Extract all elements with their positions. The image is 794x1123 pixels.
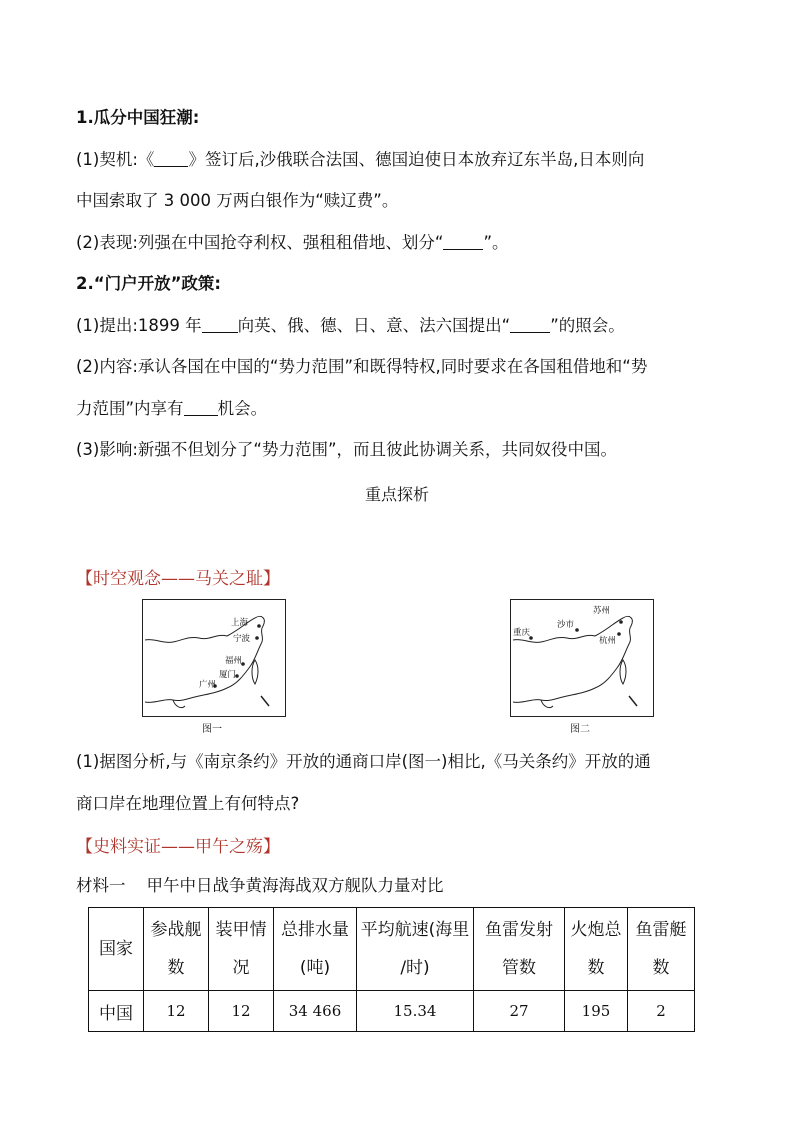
paragraph-2-1	[76, 314, 625, 338]
text: (1)契机:《	[76, 150, 155, 169]
question-1-cont: 商口岸在地理位置上有何特点?	[76, 794, 300, 813]
header-text: 鱼雷发射	[485, 920, 553, 940]
text: (1)提出:1899 年	[76, 316, 202, 335]
header-text: 数	[167, 958, 185, 978]
header-cell	[274, 908, 357, 991]
table-cell: 195	[565, 991, 628, 1032]
header-text: 鱼雷艇	[635, 920, 687, 940]
header-text: 参战舰	[150, 920, 202, 940]
table-cell: 12	[209, 991, 274, 1032]
fill-blank[interactable]	[443, 233, 483, 250]
table-cell: 12	[144, 991, 209, 1032]
paragraph-1-2	[76, 231, 509, 255]
header-text: 况	[232, 958, 250, 978]
map1-caption: 图一	[202, 724, 222, 735]
header-text: /时)	[400, 958, 430, 978]
header-cell	[209, 908, 274, 991]
fill-blank[interactable]	[202, 316, 238, 333]
paragraph-2-2-cont	[76, 397, 267, 421]
fill-blank[interactable]	[184, 399, 218, 416]
map-label: 上海	[231, 618, 249, 628]
map-figure-1	[142, 599, 286, 717]
map-label: 广州	[199, 680, 217, 690]
header-text: 数	[652, 958, 670, 978]
paragraph-1-1	[76, 148, 644, 172]
text: ”的照会。	[550, 316, 625, 335]
table-cell: 2	[628, 991, 695, 1032]
table-cell: 27	[474, 991, 565, 1032]
box2-title: 【史料实证——甲午之殇】	[76, 837, 280, 857]
map-label: 沙市	[557, 620, 575, 630]
header-text: 数	[587, 958, 605, 978]
map2-caption: 图二	[570, 724, 590, 735]
header-text: 装甲情	[215, 920, 267, 940]
map-label: 杭州	[599, 636, 617, 646]
table-header-row	[89, 908, 695, 991]
header-cell	[357, 908, 474, 991]
section-heading: 重点探析	[364, 485, 429, 504]
table-row	[89, 991, 695, 1032]
table-cell: 34 466	[274, 991, 357, 1032]
map-label: 重庆	[513, 628, 531, 638]
header-text: 总排水量	[281, 920, 349, 940]
table-cell: 15.34	[357, 991, 474, 1032]
map-label: 苏州	[593, 606, 611, 616]
box1-title: 【时空观念——马关之耻】	[76, 569, 280, 589]
material-caption: 材料一 甲午中日战争黄海海战双方舰队力量对比	[76, 876, 444, 895]
map-label: 福州	[225, 656, 243, 666]
section-2-title: 2.“门户开放”政策:	[76, 274, 222, 293]
fill-blank[interactable]	[154, 150, 188, 167]
header-cell	[474, 908, 565, 991]
text: 力范围”内享有	[76, 399, 184, 418]
header-cell	[144, 908, 209, 991]
china-coast-map	[143, 600, 285, 716]
header-cell	[628, 908, 695, 991]
text: (2)表现:列强在中国抢夺利权、强租租借地、划分“	[76, 233, 444, 252]
question-1: (1)据图分析,与《南京条约》开放的通商口岸(图一)相比,《马关条约》开放的通	[76, 752, 651, 771]
map-figure-2	[510, 599, 654, 717]
fleet-comparison-table	[88, 907, 695, 1032]
text: 》签订后,沙俄联合法国、德国迫使日本放弃辽东半岛,日本则向	[188, 150, 645, 169]
header-cell	[565, 908, 628, 991]
header-text: 平均航速(海里	[360, 920, 470, 940]
header-text: 国家	[99, 939, 133, 959]
map-label: 宁波	[233, 634, 251, 644]
china-coast-map	[511, 600, 653, 716]
header-text: (吨)	[299, 958, 331, 978]
paragraph-2-3: (3)影响:新强不但划分了“势力范围”，而且彼此协调关系，共同奴役中国。	[76, 440, 618, 459]
text: ”。	[483, 233, 509, 252]
text: 向英、俄、德、日、意、法六国提出“	[237, 316, 511, 335]
paragraph-1-1-cont: 中国索取了 3 000 万两白银作为“赎辽费”。	[76, 191, 399, 210]
header-text: 管数	[502, 958, 536, 978]
header-cell	[89, 908, 144, 991]
section-1-title: 1.瓜分中国狂潮:	[76, 108, 200, 127]
map-label: 厦门	[219, 670, 237, 680]
paragraph-2-2: (2)内容:承认各国在中国的“势力范围”和既得特权,同时要求在各国租借地和“势	[76, 357, 648, 376]
fill-blank[interactable]	[510, 316, 550, 333]
text: 机会。	[217, 399, 268, 418]
table-cell: 中国	[89, 991, 144, 1032]
header-text: 火炮总	[570, 920, 622, 940]
